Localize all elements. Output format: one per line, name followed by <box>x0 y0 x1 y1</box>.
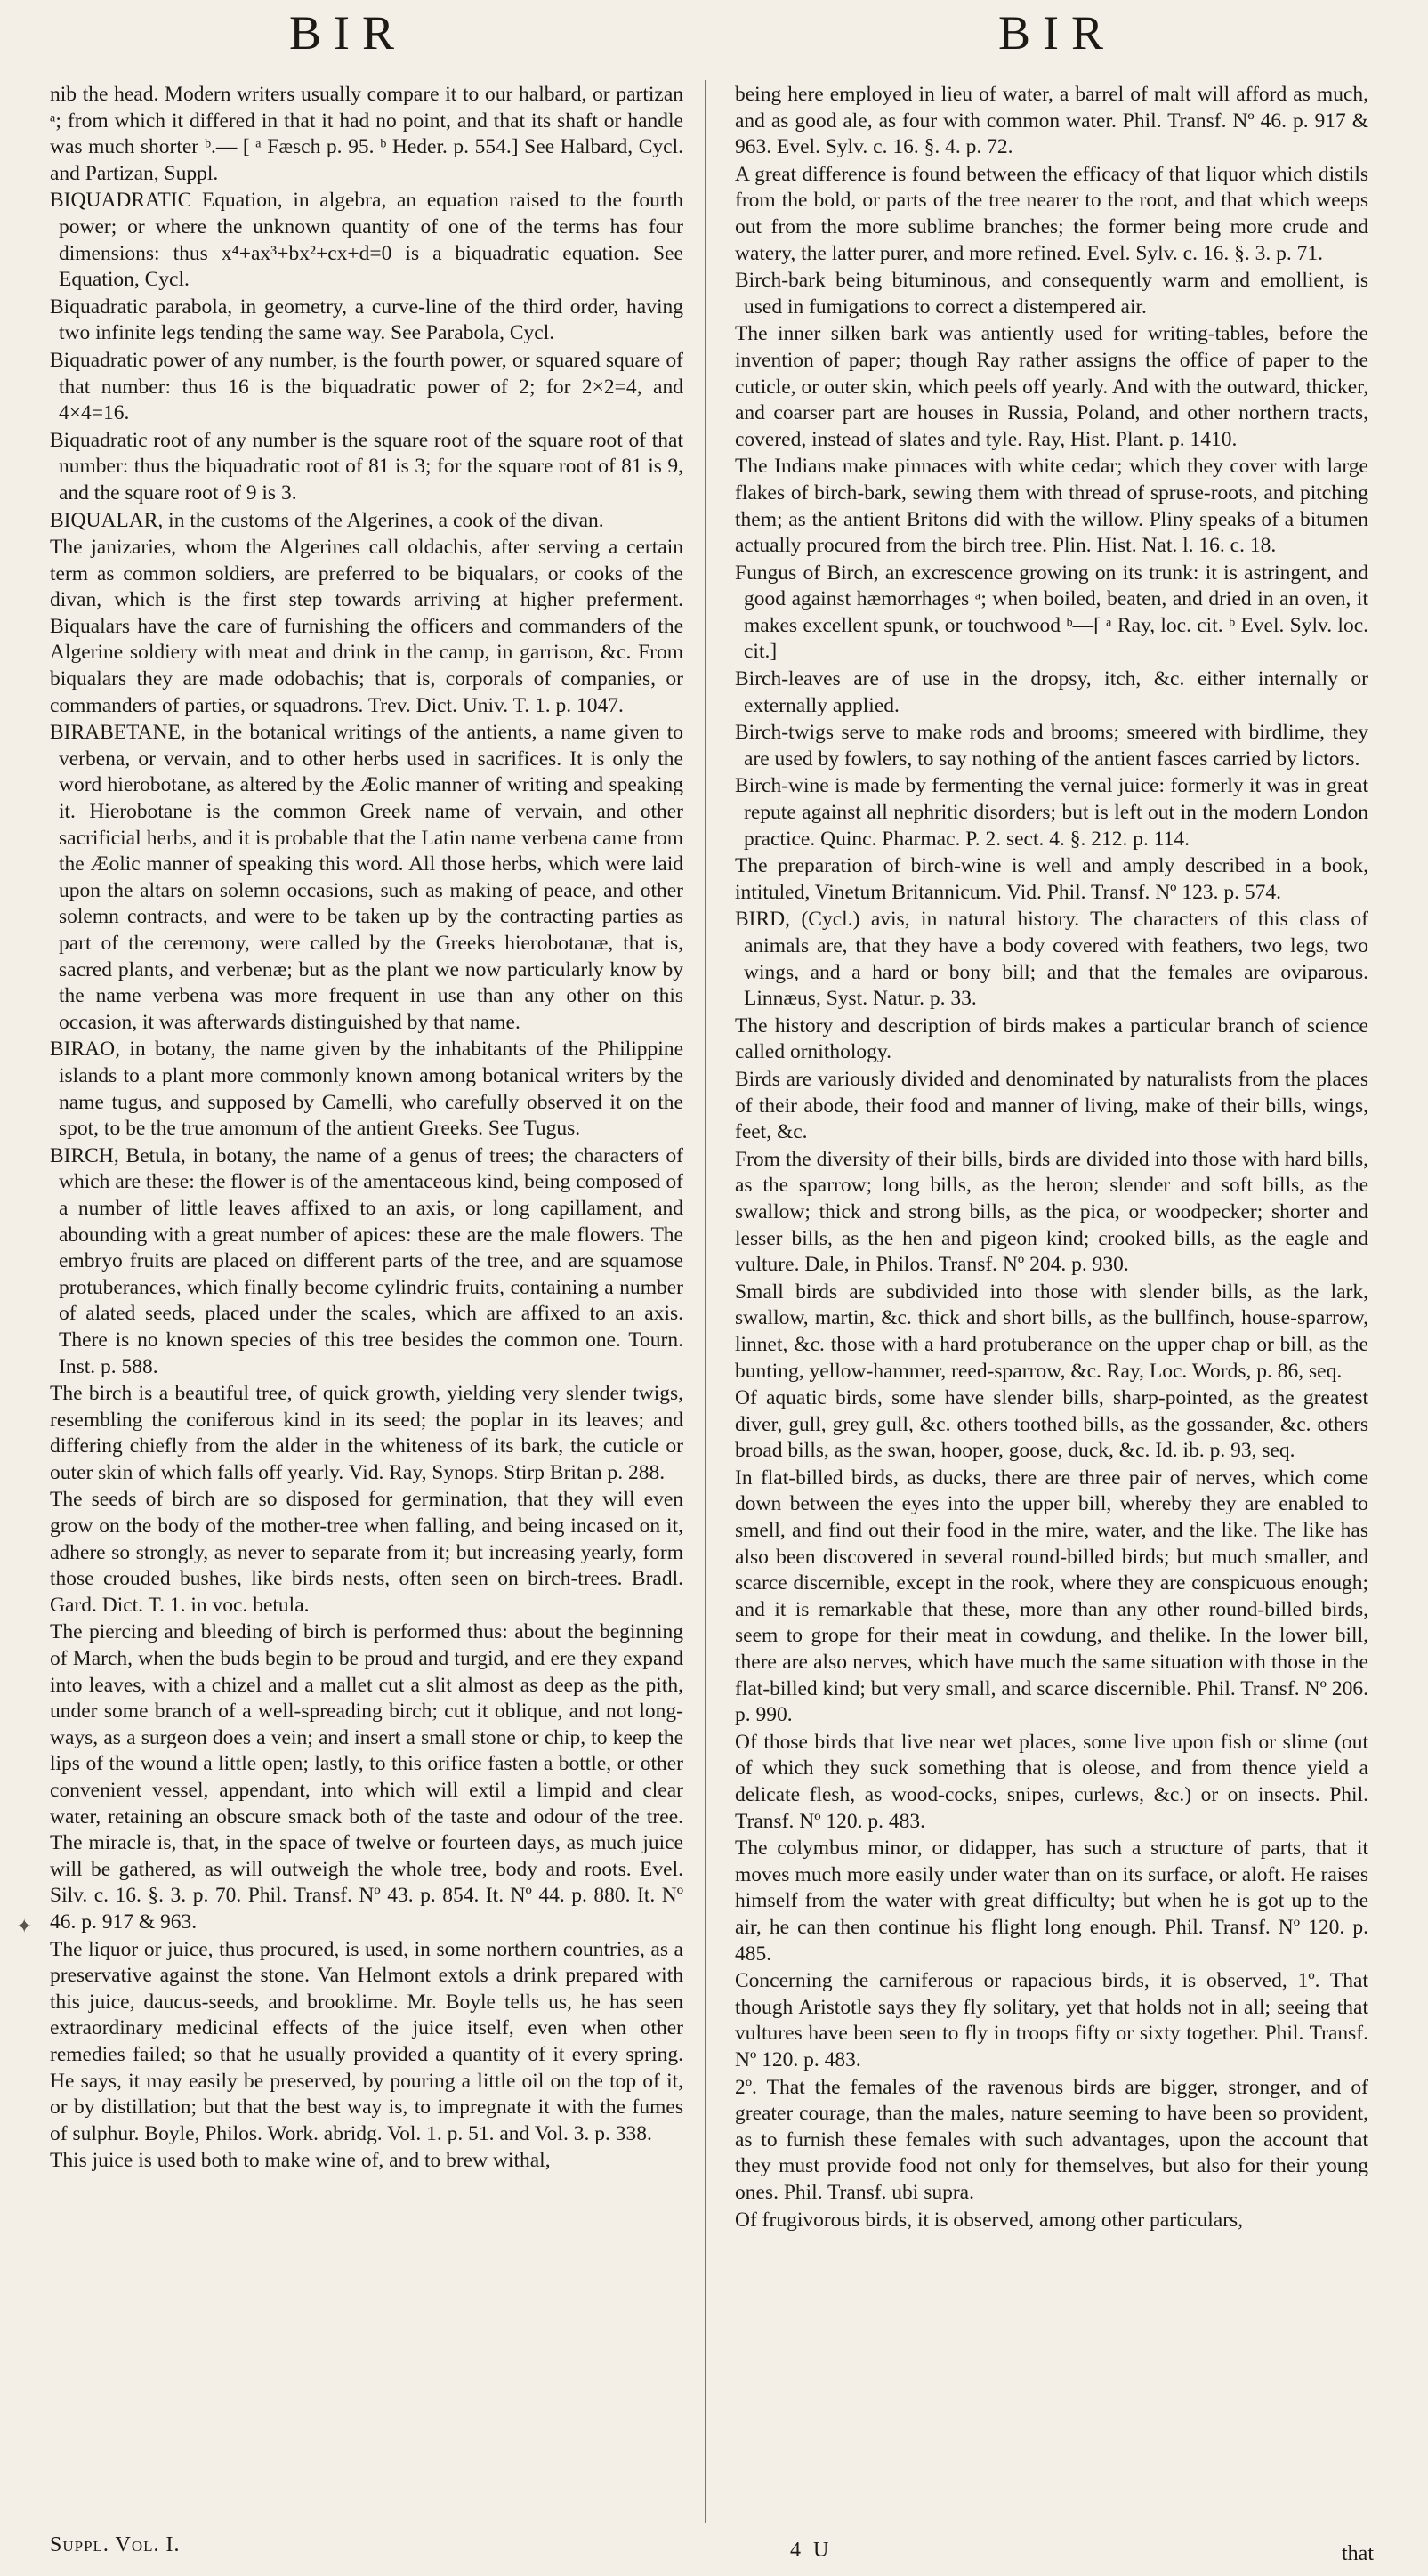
running-head-right: BIR <box>998 6 1117 60</box>
paragraph: This juice is used both to make wine of, and to brew withal, <box>50 2149 551 2173</box>
paragraph: Concerning the carniferous or rapacious birds, it is observed, 1º. That though Aristotle says they fly solitary, yet that holds not in all; seeing that vultures have been seen to fly in troops fifty or sixty together. Phil. Transf. Nº 120. p. 483. <box>735 1969 1368 2071</box>
left-column <box>50 82 683 2511</box>
paragraph: A great difference is found between the efficacy of that liquor which distils from the bold, or parts of the tree nearer to the root, and that which weeps out from the more sublime branches; the former being more crude and watery, the latter purer, and more refined. Evel. Sylv. c. 16. §. 3. p. 71. <box>735 162 1368 265</box>
paragraph: The liquor or juice, thus procured, is used, in some northern countries, as a preservative against the stone. Van Helmont extols a drink prepared with this juice, daucus-seeds, and brooklime. Mr. Boyle tells us, he has seen extraordinary medicinal effects of the juice itself, even when other remedies failed; so that he usually provided a quantity of it every spring. He says, it may easily be preserved, by pouring a little oil on the top of it, or by distillation; but that the best way is, to impregnate it with the fumes of sulphur. Boyle, Philos. Work. abridg. Vol. 1. p. 51. and Vol. 3. p. 338. <box>50 1937 683 2145</box>
paragraph: The piercing and bleeding of birch is performed thus: about the beginning of March, when the buds begin to be proud and turgid, and ere they expand into leaves, with a chizel and a mallet cut a slit almost as deep as the pith, under some branch of a well-spreading birch; cut it oblique, and not long-ways, as a surgeon does a vein; and insert a small stone or chip, to keep the lips of the wound a little open; lastly, to this orifice fasten a bottle, or other convenient vessel, appendant, into which will extil a limpid and clear water, retaining an obscure smack both of the taste and odour of the tree. The miracle is, that, in the space of twelve or fourteen days, as much juice will be gathered, as will outweigh the whole tree, body and roots. Evel. Silv. c. 16. §. 3. p. 70. Phil. Transf. Nº 43. p. 854. It. Nº 44. p. 880. It. Nº 46. p. 917 & 963. <box>50 1620 683 1934</box>
entry-birch-leaves: Birch-leaves are of use in the dropsy, itch, &c. either internally or externally applied. <box>735 667 1368 717</box>
entry-biquadratic-power: Biquadratic power of any number, is the fourth power, or squared square of that number: thus 16 is the biquadratic power of 2; for 2×2=4, and 4×4=16. <box>50 348 683 425</box>
paragraph: being here employed in lieu of water, a barrel of malt will afford as much, and as good ale, as four with common water. Phil. Transf. Nº 46. p. 917 & 963. Evel. Sylv. c. 16. §. 4. p. 72. <box>735 83 1368 159</box>
entry-biquadratic-equation: BIQUADRATIC Equation, in algebra, an equation raised to the fourth power; or where the unknown quantity of one of the terms has four dimensions: thus x⁴+ax³+bx²+cx+d=0 is a biquadratic equation. See Equation, Cycl. <box>50 189 683 292</box>
paragraph: The inner silken bark was antiently used for writing-tables, before the invention of paper; though Ray rather assigns the office of paper to the cuticle, or outer skin, which peels off yearly. And with the outward, thicker, and coarser part are houses in Russia, Poland, and other northern tracts, covered, instead of slates and tyle. Ray, Hist. Plant. p. 1410. <box>735 322 1368 451</box>
catchword: that <box>1342 2542 1374 2565</box>
paragraph: Of aquatic birds, some have slender bills, sharp-pointed, as the greatest diver, gull, grey gull, &c. others toothed bills, as the gossander, &c. others broad bills, as the swan, hooper, goose, duck, &c. Id. ib. p. 93, seq. <box>735 1386 1368 1463</box>
entry-birch-twigs: Birch-twigs serve to make rods and brooms; smeered with birdlime, they are used by fowlers, to say nothing of the antient fasces carried by lictors. <box>735 721 1368 771</box>
paragraph: The history and description of birds makes a particular branch of science called ornithology. <box>735 1013 1368 1064</box>
entry-biquadratic-root: Biquadratic root of any number is the square root of the square root of that number: thus the biquadratic root of 81 is 3; for the square root of 81 is 9, and the square root of 9 is 3. <box>50 428 683 505</box>
entry-birabetane: BIRABETANE, in the botanical writings of the antients, a name given to verbena, or vervain, and to other herbs used in sacrifices. It is only the word hierobotane, as altered by the Æolic manner of writing and speaking it. Hierobotane is the common Greek name of vervain, and other sacrificial herbs, and it is probable that the Latin name verbena came from the Æolic manner of speaking this word. All those herbs, which were laid upon the altars on solemn occasions, such as making of peace, and other solemn contracts, and were to be taken up by the contracting parties as part of the ceremony, were called by the Greeks hierobotanæ, that is, sacred plants, and verbenæ; but as the plant we now particularly know by the name verbena was more frequent in use than any other on this occasion, it was afterwards distinguished by that name. <box>50 721 683 1034</box>
paragraph: Small birds are subdivided into those with slender bills, as the lark, swallow, martin, &c. thick and short bills, as the bullfinch, house-sparrow, linnet, &c. those with a hard protuberance on the upper chap or bill, as the bunting, yellow-hammer, reed-sparrow, &c. Ray, Loc. Words, p. 86, seq. <box>735 1280 1368 1383</box>
entry-birch: BIRCH, Betula, in botany, the name of a genus of trees; the characters of which are these: the flower is of the amentaceous kind, being composed of a number of little leaves affixed to an axis, or long capillament, and abounding with a great number of apices: these are the male flowers. The embryo fruits are placed on different parts of the tree, and are squamose protuberances, which finally become cylindric fruits, containing a number of alated seeds, placed under the scales, which are affixed to an axis. There is no known species of this tree besides the common one. Tourn. Inst. p. 588. <box>50 1143 683 1378</box>
margin-mark-icon: ✦ <box>16 1915 33 1937</box>
paragraph: nib the head. Modern writers usually compare it to our halbard, or partizan ᵃ; from which it differed in that it had no point, and that its shaft or handle was much shorter ᵇ.— [ ᵃ Fæsch p. 95. ᵇ Heder. p. 554.] See Halbard, Cycl. and Partizan, Suppl. <box>50 83 683 185</box>
entry-biqualar: BIQUALAR, in the customs of the Algerines, a cook of the divan. <box>50 508 604 532</box>
entry-biquadratic-parabola: Biquadratic parabola, in geometry, a curve-line of the third order, having two infinite legs tending the same way. See Parabola, Cycl. <box>50 295 683 345</box>
entry-fungus-of-birch: Fungus of Birch, an excrescence growing on its trunk: it is astringent, and good against hæmorrhages ᵃ; when boiled, beaten, and dried in an oven, it makes excellent spunk, or touchwood ᵇ—[ ᵃ Ray, loc. cit. ᵇ Evel. Sylv. loc. cit.] <box>735 561 1368 664</box>
entry-birch-bark: Birch-bark being bituminous, and consequently warm and emollient, is used in fumigations to correct a distempered air. <box>735 269 1368 319</box>
running-head-left: BIR <box>289 6 407 60</box>
paragraph: Birds are variously divided and denominated by naturalists from the places of their abode, their food and manner of living, make of their bills, wings, feet, &c. <box>735 1067 1368 1144</box>
paragraph: Of frugivorous birds, it is observed, among other particulars, <box>735 2208 1244 2232</box>
right-column <box>735 82 1368 2511</box>
sheet-signature: 4 U <box>790 2539 833 2562</box>
entry-birao: BIRAO, in botany, the name given by the inhabitants of the Philippine islands to a plant more commonly known among botanical writers by the name tugus, and supposed by Camelli, who carefully observed it on the spot, to be the true amomum of the antient Greeks. See Tugus. <box>50 1038 683 1141</box>
entry-bird: BIRD, (Cycl.) avis, in natural history. The characters of this class of animals are, that they have a body covered with feathers, two legs, two wings, and a hard or bony bill; and that the females are oviparous. Linnæus, Syst. Natur. p. 33. <box>735 908 1368 1011</box>
paragraph: The seeds of birch are so disposed for germination, that they will even grow on the body of the mother-tree when falling, and being incased on it, adhere so strongly, as never to separate from it; but increasing yearly, form those crouded bushes, like birds nests, often seen on birch-trees. Bradl. Gard. Dict. T. 1. in voc. betula. <box>50 1488 683 1617</box>
column-divider <box>705 80 706 2523</box>
paragraph: The Indians make pinnaces with white cedar; which they cover with large flakes of birch-bark, sewing them with thread of spruse-roots, and pitching them; as the antient Britons did with the willow. Pliny speaks of a bitumen actually procured from the birch tree. Plin. Hist. Nat. l. 16. c. 18. <box>735 455 1368 558</box>
entry-birch-wine: Birch-wine is made by fermenting the vernal juice: formerly it was in great repute against all nephritic disorders; but is left out in the modern London practice. Quinc. Pharmac. P. 2. sect. 4. §. 212. p. 114. <box>735 774 1368 851</box>
volume-signature: Suppl. Vol. I. <box>50 2533 181 2556</box>
page-footer <box>0 2523 1428 2572</box>
paragraph: The colymbus minor, or didapper, has such a structure of parts, that it moves much more easily under water than on its surface, or aloft. He raises himself from the water with great difficulty; but when he is got up to the air, he can then continue his flight long enough. Phil. Transf. Nº 120. p. 485. <box>735 1837 1368 1966</box>
paragraph: From the diversity of their bills, birds are divided into those with hard bills, as the sparrow; long bills, as the heron; slender and soft bills, as the swallow; thick and strong bills, as the pica, or woodpecker; shorter and lesser bills, as the hen and pigeon kind; crooked bills, as the eagle and vulture. Dale, in Philos. Transf. Nº 204. p. 930. <box>735 1147 1368 1277</box>
paragraph: The janizaries, whom the Algerines call oldachis, after serving a certain term as common soldiers, are preferred to be biqualars, or cooks of the divan, which is the first step towards arriving at higher preferment. Biqualars have the care of furnishing the officers and commanders of the Algerine soldiery with meat and drink in the camp, in garrison, &c. From biqualars they are made odobachis; that is, corporals of companies, or commanders of parties, or squadrons. Trev. Dict. Univ. T. 1. p. 1047. <box>50 536 683 717</box>
paragraph: The birch is a beautiful tree, of quick growth, yielding very slender twigs, resembling the coniferous kind in its seed; the poplar in its leaves; and differing chiefly from the alder in the whiteness of its bark, the cuticle or outer skin of which falls off yearly. Vid. Ray, Synops. Stirp Britan p. 288. <box>50 1382 683 1484</box>
paragraph: The preparation of birch-wine is well and amply described in a book, intituled, Vinetum Britannicum. Vid. Phil. Transf. Nº 123. p. 574. <box>735 854 1368 904</box>
paragraph: In flat-billed birds, as ducks, there are three pair of nerves, which come down between the eyes into the upper bill, whereby they are enabled to smell, and find out their food in the mire, water, and the like. The like has also been discovered in several round-billed birds; but much smaller, and scarce discernible, except in the rook, where they are conspicuous enough; and it is remarkable that these, more than any other round-billed birds, seem to grope for their meat in cowdung, and thelike. In the lower bill, there are also nerves, which have much the same situation with those in the flat-billed kind; but very small, and scarce discernible. Phil. Transf. Nº 206. p. 990. <box>735 1466 1368 1727</box>
paragraph: 2º. That the females of the ravenous birds are bigger, stronger, and of greater courage, than the males, nature seeming to have been so provident, as to furnish these females with such advantages, upon the account that they must provide food not only for themselves, but also for their young ones. Phil. Transf. ubi supra. <box>735 2075 1368 2204</box>
page-header <box>0 5 1428 68</box>
paragraph: Of those birds that live near wet places, some live upon fish or slime (out of which they suck something that is oleose, and from thence yield a delicate flesh, as wood-cocks, snipes, curlews, &c.) or on insects. Phil. Transf. Nº 120. p. 483. <box>735 1730 1368 1833</box>
